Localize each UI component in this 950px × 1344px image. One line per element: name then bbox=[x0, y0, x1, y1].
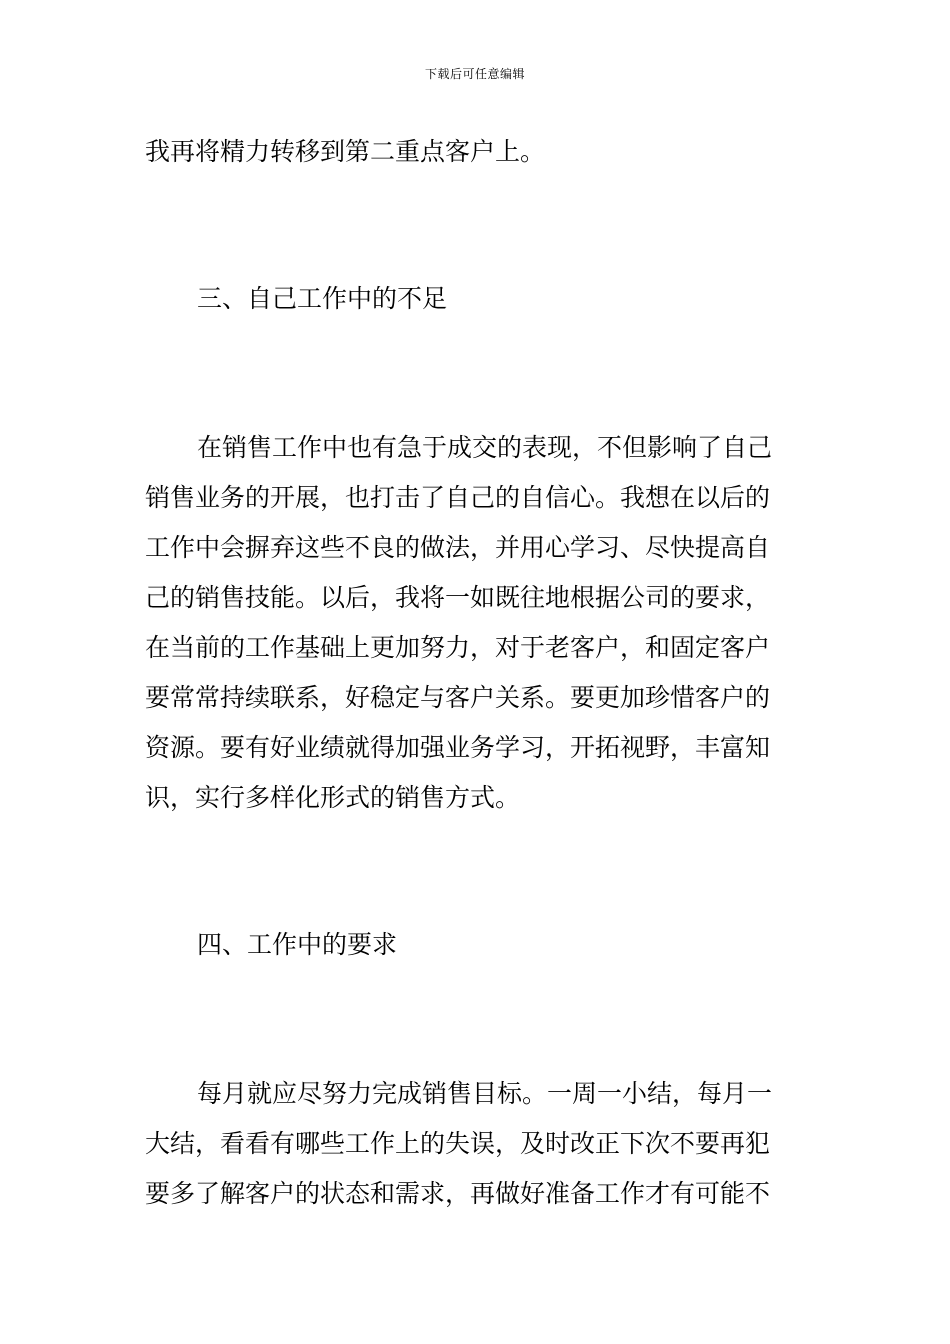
text-line: 每月就应尽努力完成销售目标。一周一小结，每月一 bbox=[197, 1079, 773, 1108]
text-line: 在当前的工作基础上更加努力，对于老客户，和固定客户 bbox=[145, 633, 771, 662]
section-heading: 三、自己工作中的不足 bbox=[197, 284, 448, 313]
text-line: 要常常持续联系，好稳定与客户关系。要更加珍惜客户的 bbox=[145, 683, 771, 712]
text-line: 在销售工作中也有急于成交的表现，不但影响了自己 bbox=[197, 433, 773, 462]
text-line: 销售业务的开展，也打击了自己的自信心。我想在以后的 bbox=[145, 483, 771, 512]
text-line: 识，实行多样化形式的销售方式。 bbox=[145, 783, 521, 812]
text-line: 我再将精力转移到第二重点客户上。 bbox=[145, 137, 546, 166]
text-line: 己的销售技能。以后，我将一如既往地根据公司的要求， bbox=[145, 583, 771, 612]
text-line: 要多了解客户的状态和需求，再做好准备工作才有可能不 bbox=[145, 1179, 771, 1208]
text-line: 资源。要有好业绩就得加强业务学习，开拓视野，丰富知 bbox=[145, 733, 771, 762]
section-heading: 四、工作中的要求 bbox=[197, 930, 398, 959]
text-line: 大结，看看有哪些工作上的失误，及时改正下次不要再犯 bbox=[145, 1129, 771, 1158]
page-header: 下载后可任意编辑 bbox=[424, 67, 525, 81]
text-line: 工作中会摒弃这些不良的做法，并用心学习、尽快提高自 bbox=[145, 533, 771, 562]
